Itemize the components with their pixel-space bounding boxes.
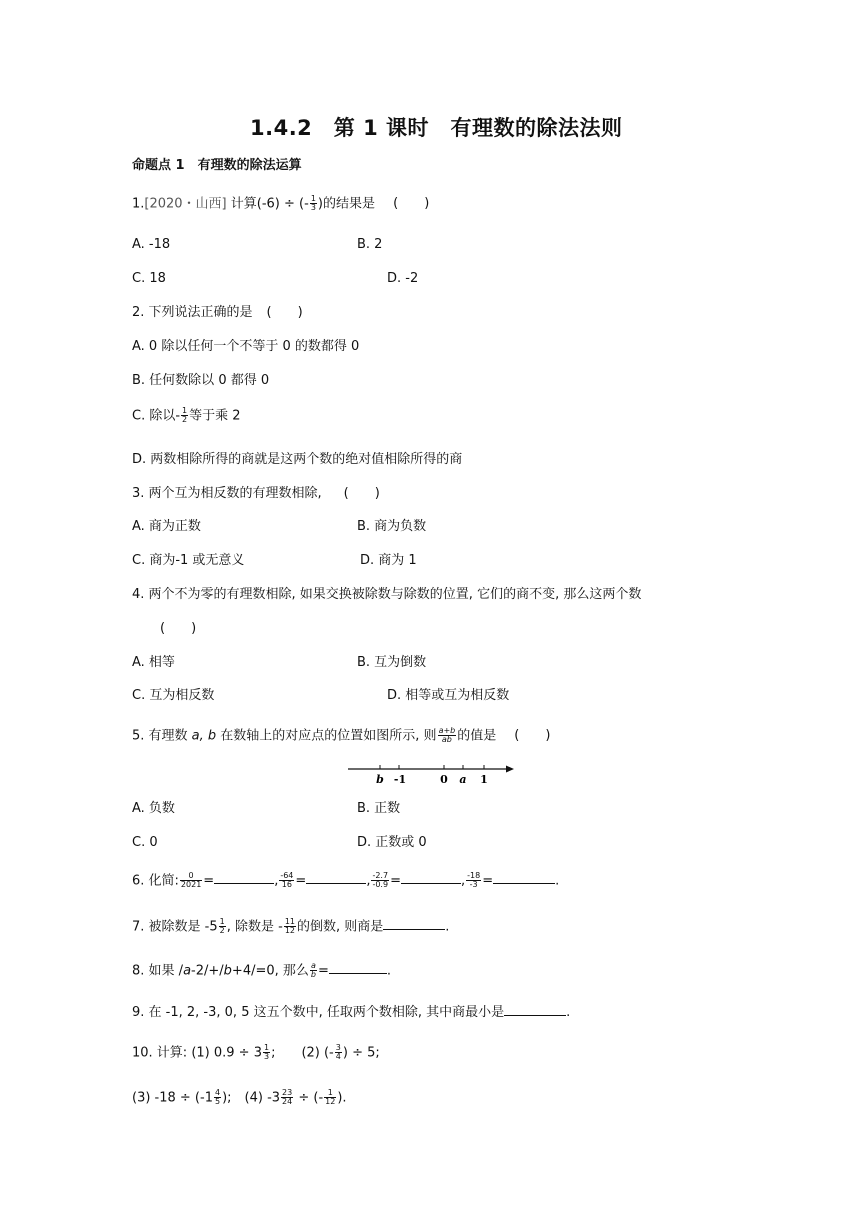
- q2c-post: 等于乘 2: [189, 408, 241, 424]
- q10-l1-den: 3: [263, 1052, 270, 1062]
- q2c-fraction: [181, 407, 188, 425]
- number-line-arrow: [506, 766, 514, 773]
- q1-option-b: B. 2: [357, 237, 383, 252]
- q6-eq-4: =: [482, 873, 494, 889]
- q1-option-a: A. -18: [132, 237, 171, 252]
- q10-l2-m-num: 23: [282, 1088, 293, 1097]
- q7-f-num: 11: [284, 917, 296, 926]
- q9-end: .: [566, 1005, 571, 1020]
- q1-fraction: [310, 195, 317, 213]
- q10-l1-num: 1: [263, 1043, 270, 1052]
- q2-option-a: A. 0 除以任何一个不等于 0 的数都得 0: [132, 339, 360, 354]
- q7-post: 的倒数, 则商是: [297, 919, 384, 935]
- q10-l1-mixed: [263, 1044, 270, 1062]
- q5-option-d: D. 正数或 0: [357, 835, 427, 850]
- q8-fraction: [310, 962, 317, 980]
- q10-l2-f-den: 12: [325, 1097, 336, 1107]
- q5-vars: a, b: [191, 728, 217, 744]
- q7-mid: , 除数是 -: [226, 919, 283, 935]
- q6-eq-1: =: [203, 873, 215, 889]
- question-5: [132, 727, 550, 745]
- q5-frac-num: a+b: [438, 726, 456, 735]
- q6-eq-2: =: [295, 873, 307, 889]
- q2-text: 2. 下列说法正确的是: [132, 305, 253, 320]
- q8-var-b: b: [223, 963, 232, 979]
- q8-end: .: [386, 963, 392, 979]
- q9-blank[interactable]: [504, 1004, 566, 1016]
- q10-l2-post: ).: [337, 1090, 347, 1106]
- q2-option-b: B. 任何数除以 0 都得 0: [132, 373, 270, 388]
- q1-option-d: D. -2: [387, 271, 419, 286]
- q10-l2-mixed-2: [281, 1089, 293, 1107]
- q1-frac-num: 1: [310, 194, 316, 203]
- page-title: 1.4.2 第 1 课时 有理数的除法法则: [250, 116, 623, 140]
- q10-l1-post: ) ÷ 5;: [342, 1045, 380, 1061]
- q3-option-d: D. 商为 1: [360, 553, 417, 568]
- q7-m-num: 1: [219, 917, 225, 926]
- question-3: [132, 487, 380, 500]
- q6-eq-3: =: [390, 873, 401, 889]
- q1-number: 1.: [132, 196, 145, 212]
- q6-f1-num: 0: [180, 872, 202, 881]
- number-line: [346, 760, 518, 786]
- question-9: [132, 1004, 570, 1019]
- label-0: 0: [440, 773, 448, 786]
- q4-option-b: B. 互为倒数: [357, 655, 427, 670]
- q6-blank-2[interactable]: [306, 872, 366, 884]
- q10-l2-mixed: [214, 1089, 221, 1107]
- q6-f1-den: 2021: [180, 880, 202, 890]
- q8-blank[interactable]: [329, 962, 387, 974]
- q1-answer-paren: ( ): [393, 196, 430, 212]
- q8-f-den: b: [310, 970, 316, 980]
- q5-post: 的值是: [457, 728, 497, 744]
- label-neg1: -1: [393, 773, 407, 786]
- q10-l2-f-num: 1: [324, 1089, 336, 1098]
- label-1: 1: [480, 773, 488, 786]
- q7-m-den: 2: [219, 926, 225, 936]
- q8-p1: -2/+/: [191, 963, 224, 979]
- q6-fraction-3: [371, 872, 389, 890]
- q10-l2-num: 4: [214, 1088, 221, 1097]
- q10-l1-pre: 10. 计算: (1) 0.9 ÷ 3: [132, 1045, 262, 1061]
- question-8: [132, 962, 391, 980]
- question-10-line-1: [132, 1044, 380, 1062]
- q5-option-c: C. 0: [132, 835, 158, 850]
- q10-l1-f-den: 4: [335, 1052, 341, 1062]
- q6-sep-3: ,: [460, 873, 466, 889]
- question-10-line-2: [132, 1089, 347, 1107]
- q6-f2-num: -64: [280, 871, 294, 880]
- q6-f3-num: -2.7: [372, 871, 389, 880]
- q1-text-a: 计算(-6) ÷ (-: [226, 196, 309, 212]
- q2-option-c: [132, 407, 241, 425]
- label-a: a: [459, 773, 467, 786]
- q3-option-c: C. 商为-1 或无意义: [132, 553, 245, 568]
- q10-l2-pre: (3) -18 ÷ (-1: [132, 1090, 213, 1106]
- q10-l2-m-den: 24: [282, 1097, 293, 1107]
- q8-p2: +4/=0, 那么: [231, 963, 309, 979]
- q1-source: [2020・山西]: [144, 196, 227, 212]
- q7-blank[interactable]: [383, 918, 445, 930]
- q5-option-b: B. 正数: [357, 801, 401, 816]
- q6-blank-4[interactable]: [493, 872, 555, 884]
- q5-pre: 5. 有理数: [132, 728, 192, 744]
- q7-fraction: [284, 918, 296, 936]
- q6-end: .: [555, 873, 560, 889]
- question-4: 4. 两个不为零的有理数相除, 如果交换被除数与除数的位置, 它们的商不变, 那么这两个数: [132, 587, 642, 602]
- q4-option-c: C. 互为相反数: [132, 688, 215, 703]
- q5-fraction: [438, 727, 457, 745]
- q6-f4-num: -18: [467, 871, 481, 880]
- question-1: [132, 195, 429, 213]
- q7-pre: 7. 被除数是 -5: [132, 919, 218, 935]
- q6-sep-1: ,: [274, 873, 279, 889]
- q7-f-den: 12: [284, 926, 296, 936]
- q2-answer-paren: ( ): [266, 305, 303, 320]
- q5-mid: 在数轴上的对应点的位置如图所示, 则: [216, 728, 437, 744]
- q6-sep-2: ,: [366, 873, 371, 889]
- q10-l2-fraction: [324, 1089, 336, 1107]
- q10-l1-fraction: [335, 1044, 342, 1062]
- q3-option-b: B. 商为负数: [357, 519, 427, 534]
- q4-option-a: A. 相等: [132, 655, 175, 670]
- q3-option-a: A. 商为正数: [132, 519, 201, 534]
- q10-l2-mid2: ÷ (-: [294, 1090, 324, 1106]
- q2c-num: 1: [182, 406, 188, 415]
- q6-blank-3[interactable]: [401, 872, 461, 884]
- question-2: [132, 306, 303, 319]
- q10-l1-f-num: 3: [335, 1043, 341, 1052]
- q6-blank-1[interactable]: [214, 872, 274, 884]
- section-heading: 命题点 1 有理数的除法运算: [132, 158, 302, 173]
- q6-f4-den: -3: [469, 880, 478, 890]
- q6-fraction-2: [279, 872, 294, 890]
- q2c-pre: C. 除以: [132, 408, 176, 424]
- q6-pre: 6. 化简:: [132, 873, 179, 889]
- q9-text: 9. 在 -1, 2, -3, 0, 5 这五个数中, 任取两个数相除, 其中商最小是: [132, 1005, 505, 1020]
- q8-f-num: a: [310, 961, 316, 970]
- q5-frac-den: ab: [441, 735, 452, 745]
- q6-f2-den: 16: [281, 880, 292, 890]
- q10-l1-mid: ; (2) (-: [271, 1045, 334, 1061]
- q6-fraction-4: [466, 872, 481, 890]
- q6-fraction-1: [180, 872, 202, 890]
- q7-end: .: [445, 919, 450, 935]
- question-7: [132, 918, 449, 936]
- q1-frac-den: 3: [310, 203, 316, 213]
- q1-text-b: )的结果是: [317, 196, 375, 212]
- q2-option-d: D. 两数相除所得的商就是这两个数的绝对值相除所得的商: [132, 452, 463, 467]
- q3-text: 3. 两个互为相反数的有理数相除,: [132, 486, 322, 501]
- q2c-den: 2: [182, 415, 188, 425]
- label-b: b: [376, 773, 384, 786]
- q1-option-c: C. 18: [132, 271, 166, 286]
- q5-answer-paren: ( ): [514, 728, 551, 744]
- q2c-sign: -: [175, 408, 181, 424]
- q10-l2-den: 5: [214, 1097, 221, 1107]
- q8-eq: =: [317, 963, 329, 979]
- q6-f3-den: -0.9: [372, 880, 389, 890]
- q7-mixed-fraction: [219, 918, 226, 936]
- q4-option-d: D. 相等或互为相反数: [387, 688, 510, 703]
- q10-l2-mid: ); (4) -3: [222, 1090, 281, 1106]
- q8-var-a: a: [183, 963, 192, 979]
- q3-answer-paren: ( ): [343, 486, 380, 501]
- q5-option-a: A. 负数: [132, 801, 175, 816]
- q8-pre: 8. 如果 /: [132, 963, 184, 979]
- question-6: [132, 872, 559, 890]
- q4-answer-paren: ( ): [160, 621, 197, 636]
